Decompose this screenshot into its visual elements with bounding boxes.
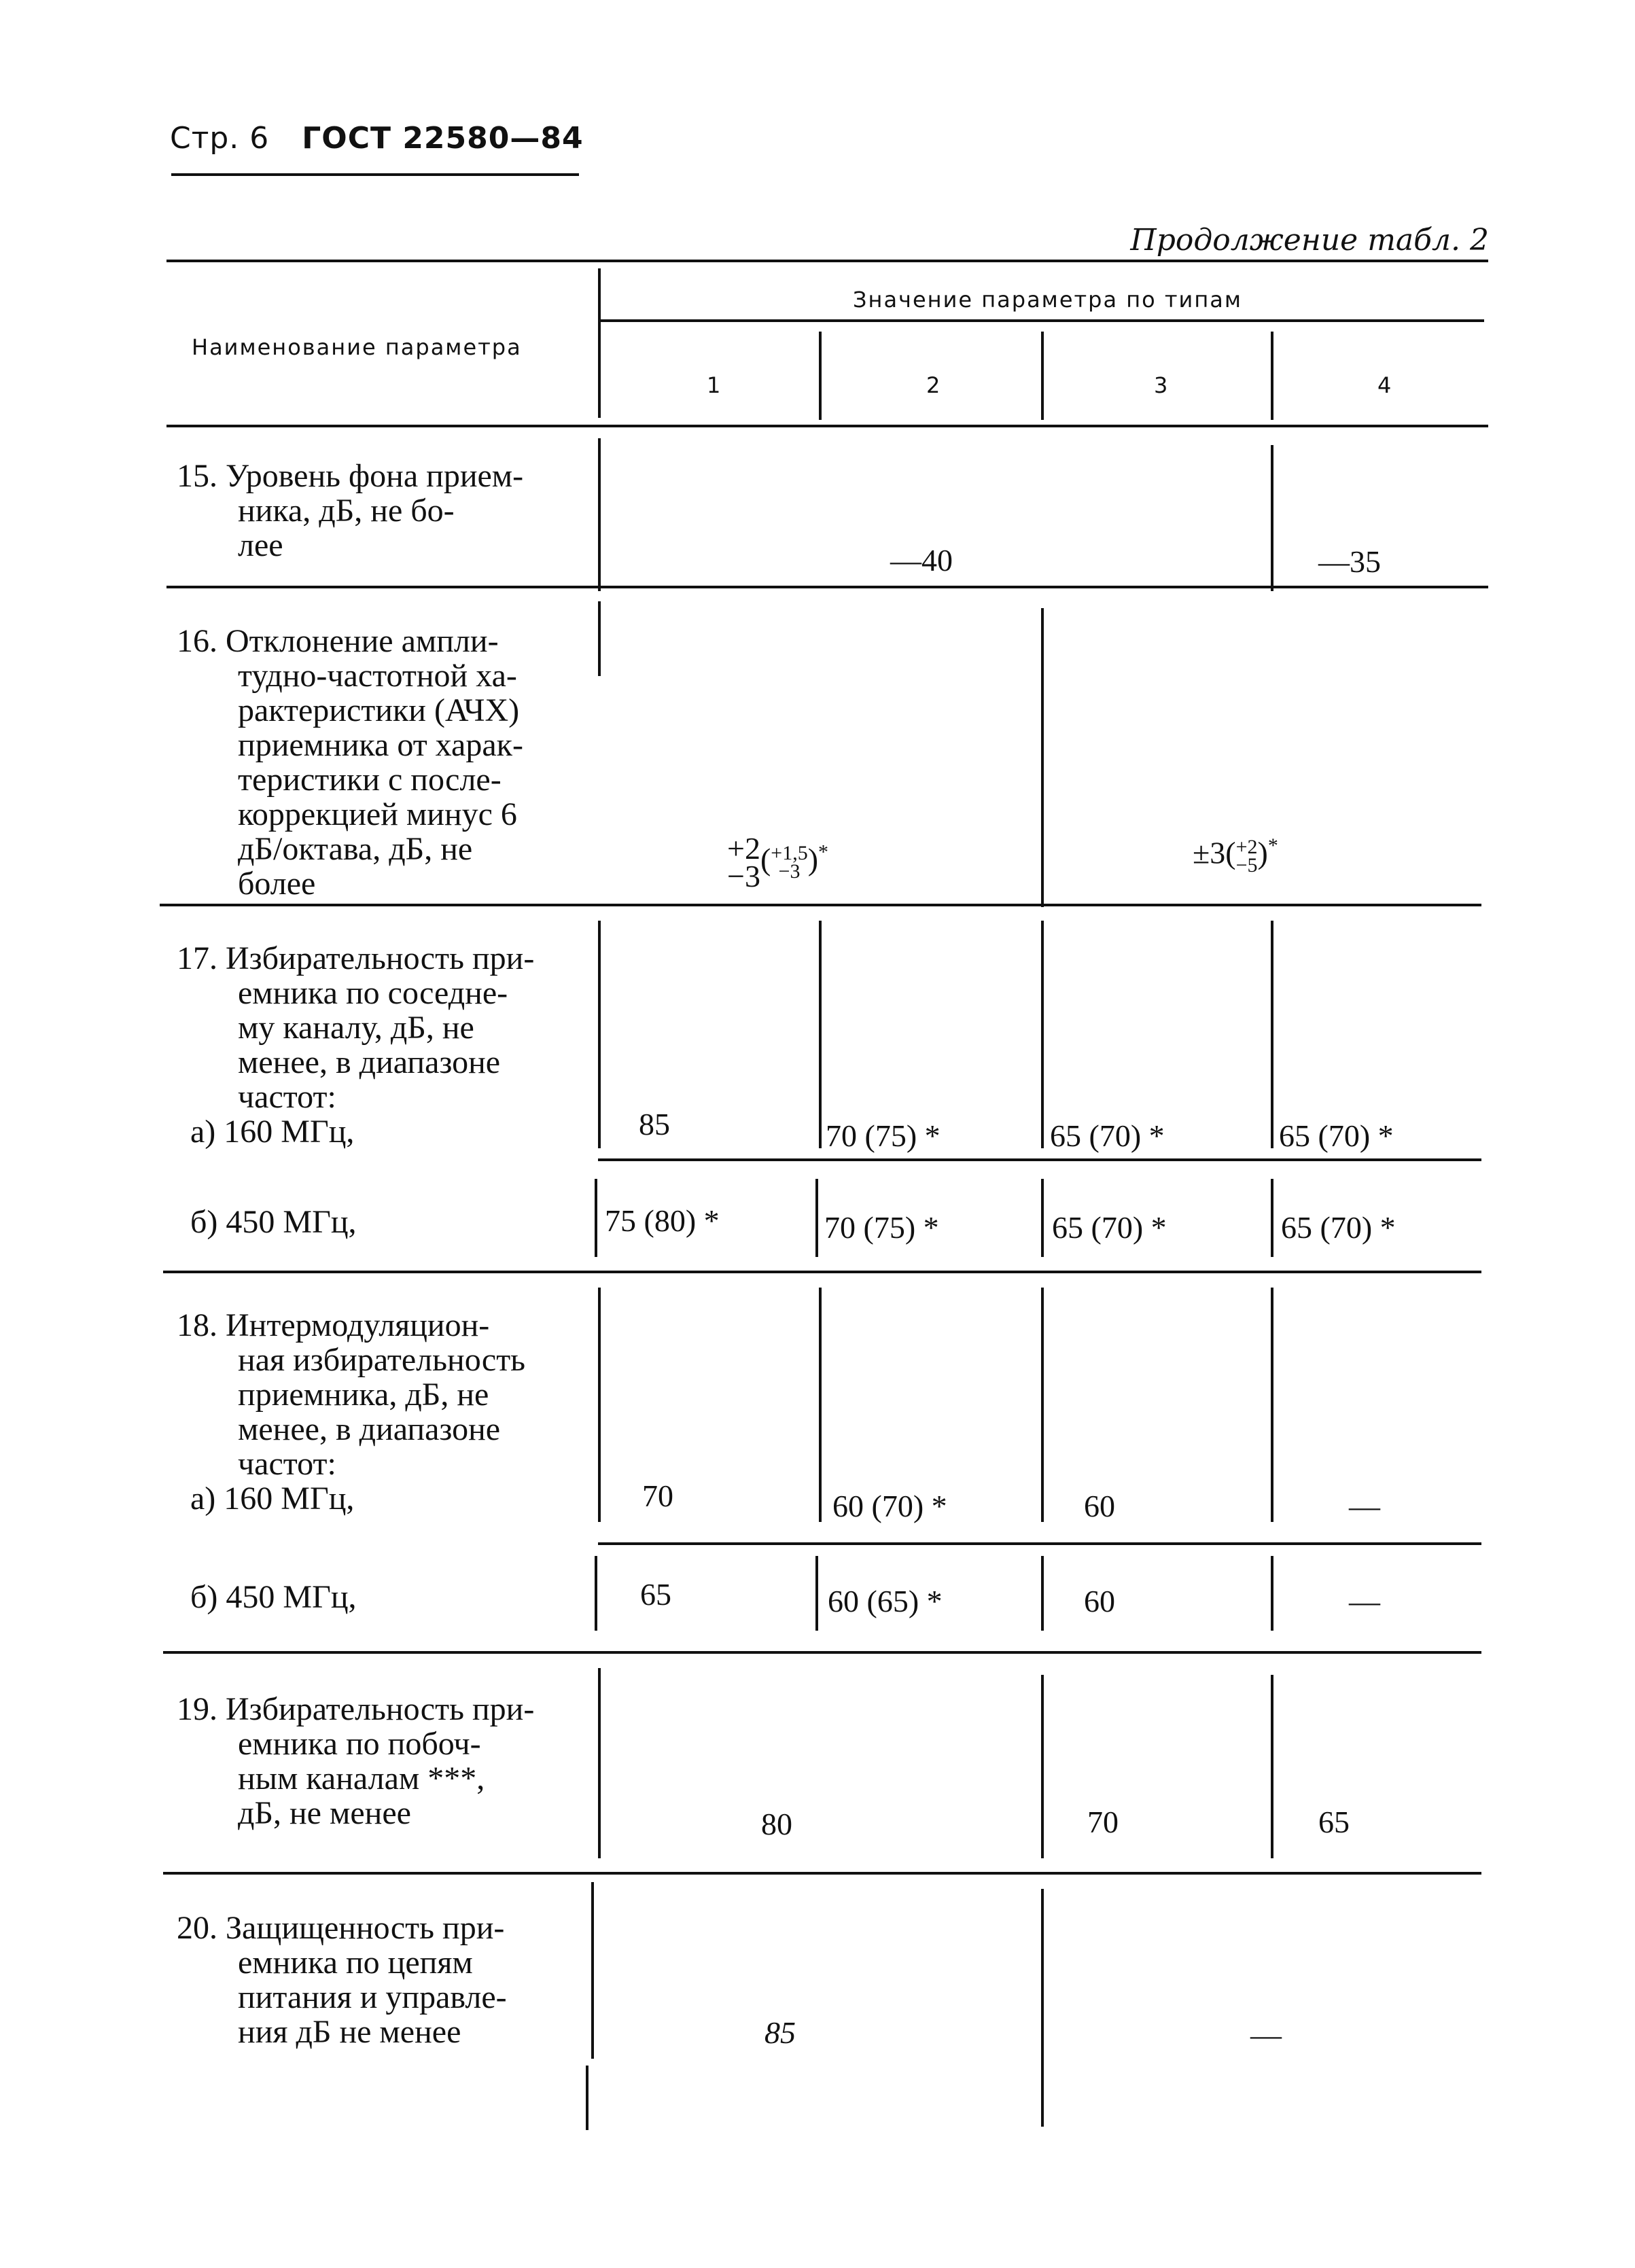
param-line: приемника от харак-: [238, 727, 523, 763]
param-line: менее, в диапазоне: [238, 1044, 501, 1080]
param-line: 16. Отклонение ампли-: [177, 623, 499, 659]
page-header: [170, 121, 584, 156]
row19-divider-3: [1041, 1675, 1044, 1858]
row17a-label: а) 160 МГц,: [190, 1114, 355, 1150]
continuation-label: Продолжение табл. 2: [1130, 223, 1489, 258]
row17b-divider-4: [1271, 1179, 1273, 1257]
param-20-name: [177, 1911, 571, 2049]
param-line: 20. Защищенность при-: [177, 1910, 505, 1946]
param-line: емника по соседне-: [238, 975, 508, 1011]
param-line: ния дБ не менее: [238, 2014, 461, 2050]
alt-tolerance: [1235, 835, 1258, 876]
alt-upper: +1,5: [771, 842, 808, 865]
param-line: менее, в диапазоне: [238, 1411, 501, 1447]
row17b-divider-3: [1041, 1179, 1044, 1257]
param-line: ным каналам ***,: [238, 1760, 485, 1796]
param-19-name: [177, 1692, 571, 1830]
alt-tolerance: [771, 844, 807, 881]
alt-lower: −3: [778, 860, 801, 883]
row18b-divider-1: [595, 1556, 597, 1631]
main-tolerance: [727, 831, 760, 894]
param-line: 19. Избирательность при-: [177, 1691, 535, 1727]
param-line: ника, дБ, не бо-: [238, 493, 455, 529]
row16-bottom-rule: [160, 904, 1481, 906]
open-paren: (: [1225, 835, 1236, 870]
row19-value-type-4: 65: [1318, 1805, 1350, 1839]
footnote-star: *: [1267, 834, 1278, 857]
row18b-divider-3: [1041, 1556, 1044, 1631]
row16-value-types-3-4: [1193, 834, 1278, 874]
head-divider-2: [819, 332, 822, 420]
row18a-label: а) 160 МГц,: [190, 1481, 355, 1517]
main-tolerance: ±3: [1193, 835, 1226, 870]
row18-bottom-rule: [163, 1651, 1481, 1654]
param-line: емника по побоч-: [238, 1726, 481, 1762]
row19-divider-4: [1271, 1675, 1273, 1858]
param-line: тудно-частотной ха-: [238, 658, 517, 694]
type-3-header: 3: [1154, 372, 1168, 398]
row17a-bottom-rule: [598, 1158, 1481, 1161]
param-line: ная избирательность: [238, 1342, 526, 1378]
row17b-type-4: 65 (70) *: [1281, 1210, 1396, 1245]
row17a-type-4: 65 (70) *: [1279, 1118, 1394, 1153]
row15-divider-4: [1271, 445, 1273, 591]
row20-divider-3: [1041, 1889, 1044, 2127]
param-line: теристики с после-: [238, 762, 502, 798]
head-divider-3: [1041, 332, 1044, 420]
close-paren: ): [1257, 835, 1268, 870]
row20-value-types-3-4: —: [1250, 2017, 1282, 2052]
row20-divider-1a: [591, 1882, 594, 2059]
row19-value-type-3: 70: [1087, 1805, 1119, 1839]
header-underline: [171, 173, 579, 176]
row18b-type-3: 60: [1084, 1584, 1115, 1618]
row17b-divider-1: [595, 1179, 597, 1257]
param-line: лее: [238, 527, 283, 563]
param-18-name: [177, 1308, 571, 1481]
row19-bottom-rule: [163, 1872, 1481, 1875]
param-line: более: [238, 866, 316, 902]
page-number: Стр. 6: [170, 121, 270, 156]
type-1-header: 1: [707, 372, 721, 398]
table-top-rule: [166, 260, 1488, 262]
row18b-type-2: 60 (65) *: [828, 1584, 943, 1618]
row15-value-types-1-3: —40: [890, 543, 953, 578]
row15-value-type-4: —35: [1318, 544, 1381, 579]
head-divider: [598, 268, 601, 418]
row17a-type-1: 85: [639, 1107, 670, 1141]
footnote-star: *: [818, 840, 829, 864]
row17a-type-2: 70 (75) *: [826, 1118, 940, 1153]
row19-divider-1: [598, 1668, 601, 1858]
param-line: 15. Уровень фона прием-: [177, 458, 524, 494]
name-column-header: Наименование параметра: [192, 334, 522, 360]
row16-divider-1: [598, 601, 601, 676]
row18a-type-3: 60: [1084, 1489, 1115, 1523]
param-line: 18. Интермодуляцион-: [177, 1307, 490, 1343]
param-16-name: [177, 624, 571, 901]
head-bottom-rule: [166, 425, 1488, 427]
close-paren: ): [807, 841, 819, 876]
row17-divider-1: [598, 921, 601, 1148]
param-line: емника по цепям: [238, 1945, 473, 1981]
row18b-label: б) 450 МГц,: [190, 1579, 357, 1615]
value-group-header: Значение параметра по типам: [853, 287, 1243, 313]
row17b-type-3: 65 (70) *: [1052, 1210, 1167, 1245]
row18a-type-2: 60 (70) *: [832, 1489, 947, 1523]
row16-divider-3: [1041, 608, 1044, 907]
param-line: приемника, дБ, не: [238, 1377, 489, 1413]
open-paren: (: [760, 841, 771, 876]
main-lower: −3: [727, 859, 760, 894]
row20-value-types-1-2: 85: [764, 2015, 796, 2050]
row17-divider-4: [1271, 921, 1273, 1148]
row17b-type-1: 75 (80) *: [605, 1203, 720, 1238]
row18b-divider-2: [815, 1556, 818, 1631]
type-4-header: 4: [1377, 372, 1392, 398]
row20-divider-1b: [586, 2066, 588, 2130]
main-upper: +2: [727, 831, 760, 866]
param-line: рактеристики (АЧХ): [238, 692, 520, 728]
param-line: частот:: [238, 1446, 336, 1482]
row18b-type-4: —: [1349, 1584, 1380, 1618]
param-15-name: [177, 459, 571, 563]
param-line: му каналу, дБ, не: [238, 1010, 474, 1046]
row17a-type-3: 65 (70) *: [1050, 1118, 1165, 1153]
row18-divider-4: [1271, 1288, 1273, 1522]
param-line: частот:: [238, 1079, 336, 1115]
param-17-name: [177, 941, 571, 1114]
row17b-label: б) 450 МГц,: [190, 1204, 357, 1240]
standard-number: ГОСТ 22580—84: [302, 121, 584, 156]
value-group-rule: [601, 319, 1484, 322]
head-divider-4: [1271, 332, 1273, 420]
type-2-header: 2: [926, 372, 940, 398]
row17b-type-2: 70 (75) *: [824, 1210, 939, 1245]
param-line: питания и управле-: [238, 1979, 507, 2015]
row16-value-types-1-2: [727, 831, 829, 894]
row18a-bottom-rule: [598, 1542, 1481, 1545]
param-line: коррекцией минус 6: [238, 796, 517, 832]
param-line: дБ, не менее: [238, 1795, 411, 1831]
row17-bottom-rule: [163, 1271, 1481, 1273]
row19-value-types-1-2: 80: [761, 1807, 792, 1841]
row18-divider-3: [1041, 1288, 1044, 1522]
row18a-type-4: —: [1349, 1489, 1380, 1523]
param-line: 17. Избирательность при-: [177, 940, 535, 976]
alt-upper: +2: [1235, 835, 1258, 858]
row17b-divider-2: [815, 1179, 818, 1257]
row18b-divider-4: [1271, 1556, 1273, 1631]
row18b-type-1: 65: [640, 1577, 671, 1612]
row17-divider-3: [1041, 921, 1044, 1148]
row18-divider-2: [819, 1288, 822, 1522]
row15-bottom-rule: [166, 586, 1488, 588]
row18-divider-1: [598, 1288, 601, 1522]
row18a-type-1: 70: [642, 1478, 673, 1513]
row17-divider-2: [819, 921, 822, 1148]
row15-divider-1: [598, 438, 601, 591]
alt-lower: −5: [1235, 853, 1258, 876]
param-line: дБ/октава, дБ, не: [238, 831, 473, 867]
